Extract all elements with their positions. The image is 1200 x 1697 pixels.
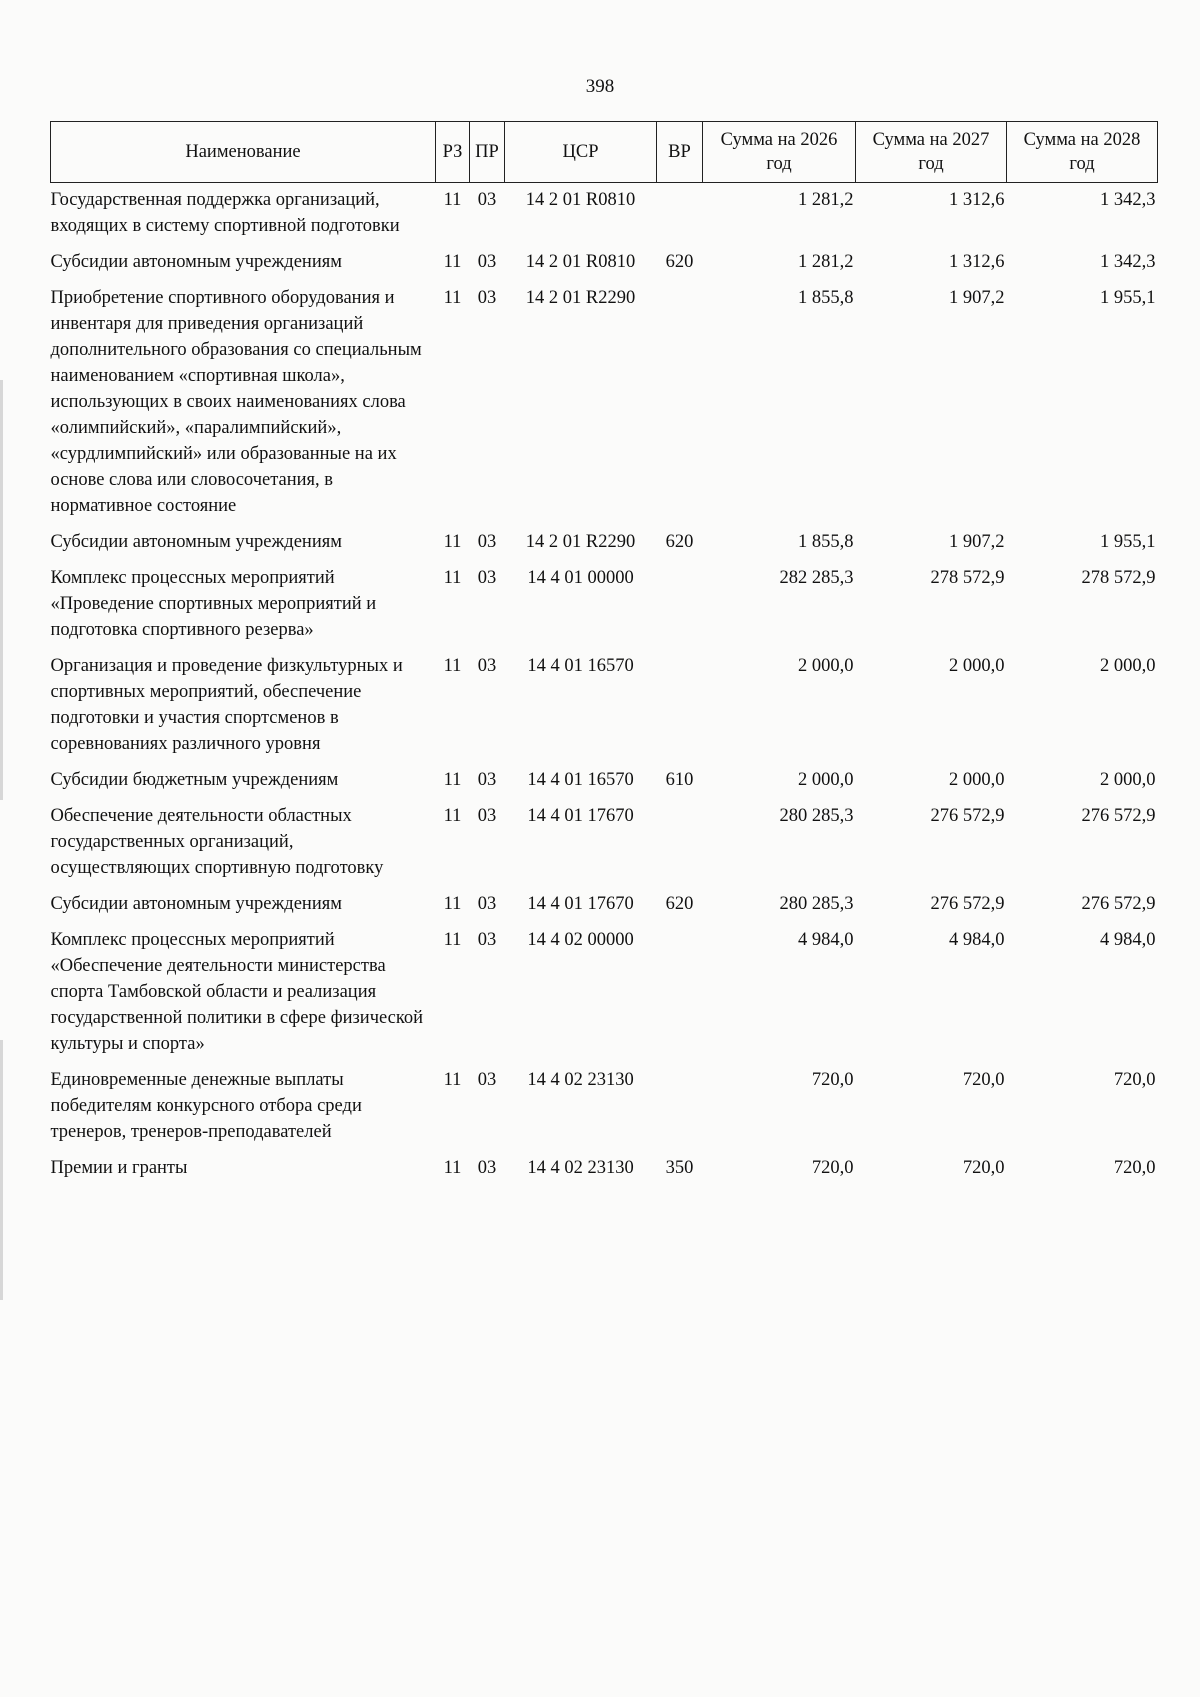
cell-sum-2026: 2 000,0 — [798, 656, 854, 676]
cell-name: Комплекс процессных мероприятий «Проведение спортивных мероприятий и подготовка спортивного резерва» — [50, 568, 377, 640]
cell-vr: 620 — [665, 252, 694, 272]
cell-rz: 11 — [443, 894, 462, 914]
page-number: 398 — [585, 76, 615, 97]
table-row — [51, 525, 1158, 561]
cell-sum-2028: 1 342,3 — [1100, 190, 1156, 210]
header-sum-2027: Сумма на 2027 год — [856, 122, 1007, 183]
cell-sum-2026: 4 984,0 — [798, 930, 854, 950]
cell-vr — [657, 799, 703, 887]
cell-sum-2027: 4 984,0 — [949, 930, 1005, 950]
cell-sum-2027: 720,0 — [962, 1158, 1005, 1178]
cell-sum-2028: 720,0 — [1113, 1070, 1156, 1090]
cell-sum-2028: 278 572,9 — [1081, 568, 1156, 588]
cell-sum-2028: 1 342,3 — [1100, 252, 1156, 272]
header-sum-2028: Сумма на 2028 год — [1007, 122, 1158, 183]
cell-csr: 14 4 02 23130 — [527, 1158, 634, 1178]
table-row — [51, 763, 1158, 799]
cell-pr: 03 — [477, 1158, 497, 1178]
header-csr: ЦСР — [505, 122, 657, 183]
cell-vr — [657, 183, 703, 246]
cell-name: Субсидии автономным учреждениям — [50, 532, 342, 552]
cell-sum-2028: 4 984,0 — [1100, 930, 1156, 950]
table-row — [51, 649, 1158, 763]
cell-sum-2027: 1 312,6 — [949, 252, 1005, 272]
cell-pr: 03 — [477, 190, 497, 210]
cell-sum-2028: 2 000,0 — [1100, 656, 1156, 676]
cell-sum-2026: 282 285,3 — [779, 568, 854, 588]
cell-name: Субсидии автономным учреждениям — [50, 252, 342, 272]
cell-sum-2028: 2 000,0 — [1100, 770, 1156, 790]
cell-rz: 11 — [443, 770, 462, 790]
cell-name: Субсидии автономным учреждениям — [50, 894, 342, 914]
cell-pr: 03 — [477, 532, 497, 552]
cell-sum-2028: 1 955,1 — [1100, 288, 1156, 308]
cell-sum-2026: 1 281,2 — [798, 252, 854, 272]
cell-rz: 11 — [443, 532, 462, 552]
cell-csr: 14 2 01 R0810 — [525, 190, 636, 210]
cell-vr: 350 — [665, 1158, 694, 1178]
cell-csr: 14 4 01 17670 — [527, 894, 634, 914]
cell-name: Комплекс процессных мероприятий «Обеспечение деятельности министерства спорта Тамбовской области и реализация государственной политики в сфере физической культуры и спорта» — [50, 930, 424, 1054]
cell-sum-2026: 280 285,3 — [779, 894, 854, 914]
scan-edge-mark — [0, 380, 3, 800]
cell-csr: 14 4 01 16570 — [527, 656, 634, 676]
table-row — [51, 281, 1158, 525]
cell-vr — [657, 1063, 703, 1151]
cell-sum-2027: 2 000,0 — [949, 656, 1005, 676]
cell-vr — [657, 923, 703, 1063]
cell-sum-2028: 720,0 — [1113, 1158, 1156, 1178]
cell-pr: 03 — [477, 656, 497, 676]
cell-csr: 14 4 01 17670 — [527, 806, 634, 826]
table-body — [51, 183, 1158, 1188]
cell-sum-2026: 1 855,8 — [798, 532, 854, 552]
cell-sum-2027: 276 572,9 — [930, 894, 1005, 914]
table-row — [51, 1151, 1158, 1187]
table-row — [51, 887, 1158, 923]
cell-sum-2026: 720,0 — [811, 1070, 854, 1090]
cell-sum-2027: 1 907,2 — [949, 288, 1005, 308]
cell-pr: 03 — [477, 1070, 497, 1090]
cell-rz: 11 — [443, 252, 462, 272]
cell-sum-2027: 2 000,0 — [949, 770, 1005, 790]
table-row — [51, 923, 1158, 1063]
cell-sum-2026: 1 281,2 — [798, 190, 854, 210]
cell-sum-2027: 278 572,9 — [930, 568, 1005, 588]
cell-sum-2026: 2 000,0 — [798, 770, 854, 790]
cell-sum-2026: 1 855,8 — [798, 288, 854, 308]
header-rz: РЗ — [436, 122, 470, 183]
cell-csr: 14 2 01 R2290 — [525, 288, 636, 308]
cell-vr — [657, 281, 703, 525]
table-row — [51, 799, 1158, 887]
cell-name: Обеспечение деятельности областных государственных организаций, осуществляющих спортивную подготовку — [50, 806, 384, 878]
cell-rz: 11 — [443, 656, 462, 676]
table-header-row — [51, 122, 1158, 183]
cell-name: Приобретение спортивного оборудования и инвентаря для приведения организаций дополнительного образования со специальным наименованием «спортивная школа», использующих в своих наименованиях слова «олимпийский», «паралимпийский», «сурдлимпийский» или образованные на их основе слова или словосочетания, в нормативное состояние — [50, 288, 422, 516]
cell-pr: 03 — [477, 770, 497, 790]
cell-sum-2028: 276 572,9 — [1081, 806, 1156, 826]
cell-sum-2026: 280 285,3 — [779, 806, 854, 826]
cell-sum-2027: 720,0 — [962, 1070, 1005, 1090]
cell-pr: 03 — [477, 806, 497, 826]
cell-rz: 11 — [443, 190, 462, 210]
table-row — [51, 183, 1158, 246]
cell-sum-2026: 720,0 — [811, 1158, 854, 1178]
cell-rz: 11 — [443, 1158, 462, 1178]
header-name: Наименование — [51, 122, 436, 183]
cell-rz: 11 — [443, 288, 462, 308]
cell-vr: 620 — [665, 894, 694, 914]
cell-name: Субсидии бюджетным учреждениям — [50, 770, 339, 790]
table-row — [51, 561, 1158, 649]
scan-edge-mark — [0, 1040, 3, 1300]
cell-rz: 11 — [443, 568, 462, 588]
cell-vr: 610 — [665, 770, 694, 790]
cell-sum-2028: 276 572,9 — [1081, 894, 1156, 914]
table-row — [51, 245, 1158, 281]
cell-pr: 03 — [477, 288, 497, 308]
budget-table — [50, 121, 1158, 1187]
cell-sum-2027: 1 907,2 — [949, 532, 1005, 552]
cell-rz: 11 — [443, 806, 462, 826]
cell-vr — [657, 561, 703, 649]
cell-name: Организация и проведение физкультурных и спортивных мероприятий, обеспечение подготовки и участия спортсменов в соревнованиях различного уровня — [50, 656, 403, 754]
header-pr: ПР — [470, 122, 505, 183]
cell-csr: 14 4 01 16570 — [527, 770, 634, 790]
table-row — [51, 1063, 1158, 1151]
cell-pr: 03 — [477, 894, 497, 914]
cell-pr: 03 — [477, 568, 497, 588]
cell-csr: 14 2 01 R2290 — [525, 532, 636, 552]
cell-pr: 03 — [477, 930, 497, 950]
cell-name: Государственная поддержка организаций, входящих в систему спортивной подготовки — [50, 190, 400, 236]
header-sum-2026: Сумма на 2026 год — [703, 122, 856, 183]
cell-sum-2028: 1 955,1 — [1100, 532, 1156, 552]
cell-csr: 14 4 01 00000 — [527, 568, 634, 588]
cell-name: Единовременные денежные выплаты победителям конкурсного отбора среди тренеров, тренеров-преподавателей — [50, 1070, 362, 1142]
cell-rz: 11 — [443, 1070, 462, 1090]
header-vr: ВР — [657, 122, 703, 183]
cell-sum-2027: 276 572,9 — [930, 806, 1005, 826]
cell-pr: 03 — [477, 252, 497, 272]
cell-rz: 11 — [443, 930, 462, 950]
cell-vr: 620 — [665, 532, 694, 552]
cell-sum-2027: 1 312,6 — [949, 190, 1005, 210]
cell-vr — [657, 649, 703, 763]
cell-csr: 14 4 02 00000 — [527, 930, 634, 950]
cell-csr: 14 2 01 R0810 — [525, 252, 636, 272]
cell-csr: 14 4 02 23130 — [527, 1070, 634, 1090]
cell-name: Премии и гранты — [50, 1158, 188, 1178]
